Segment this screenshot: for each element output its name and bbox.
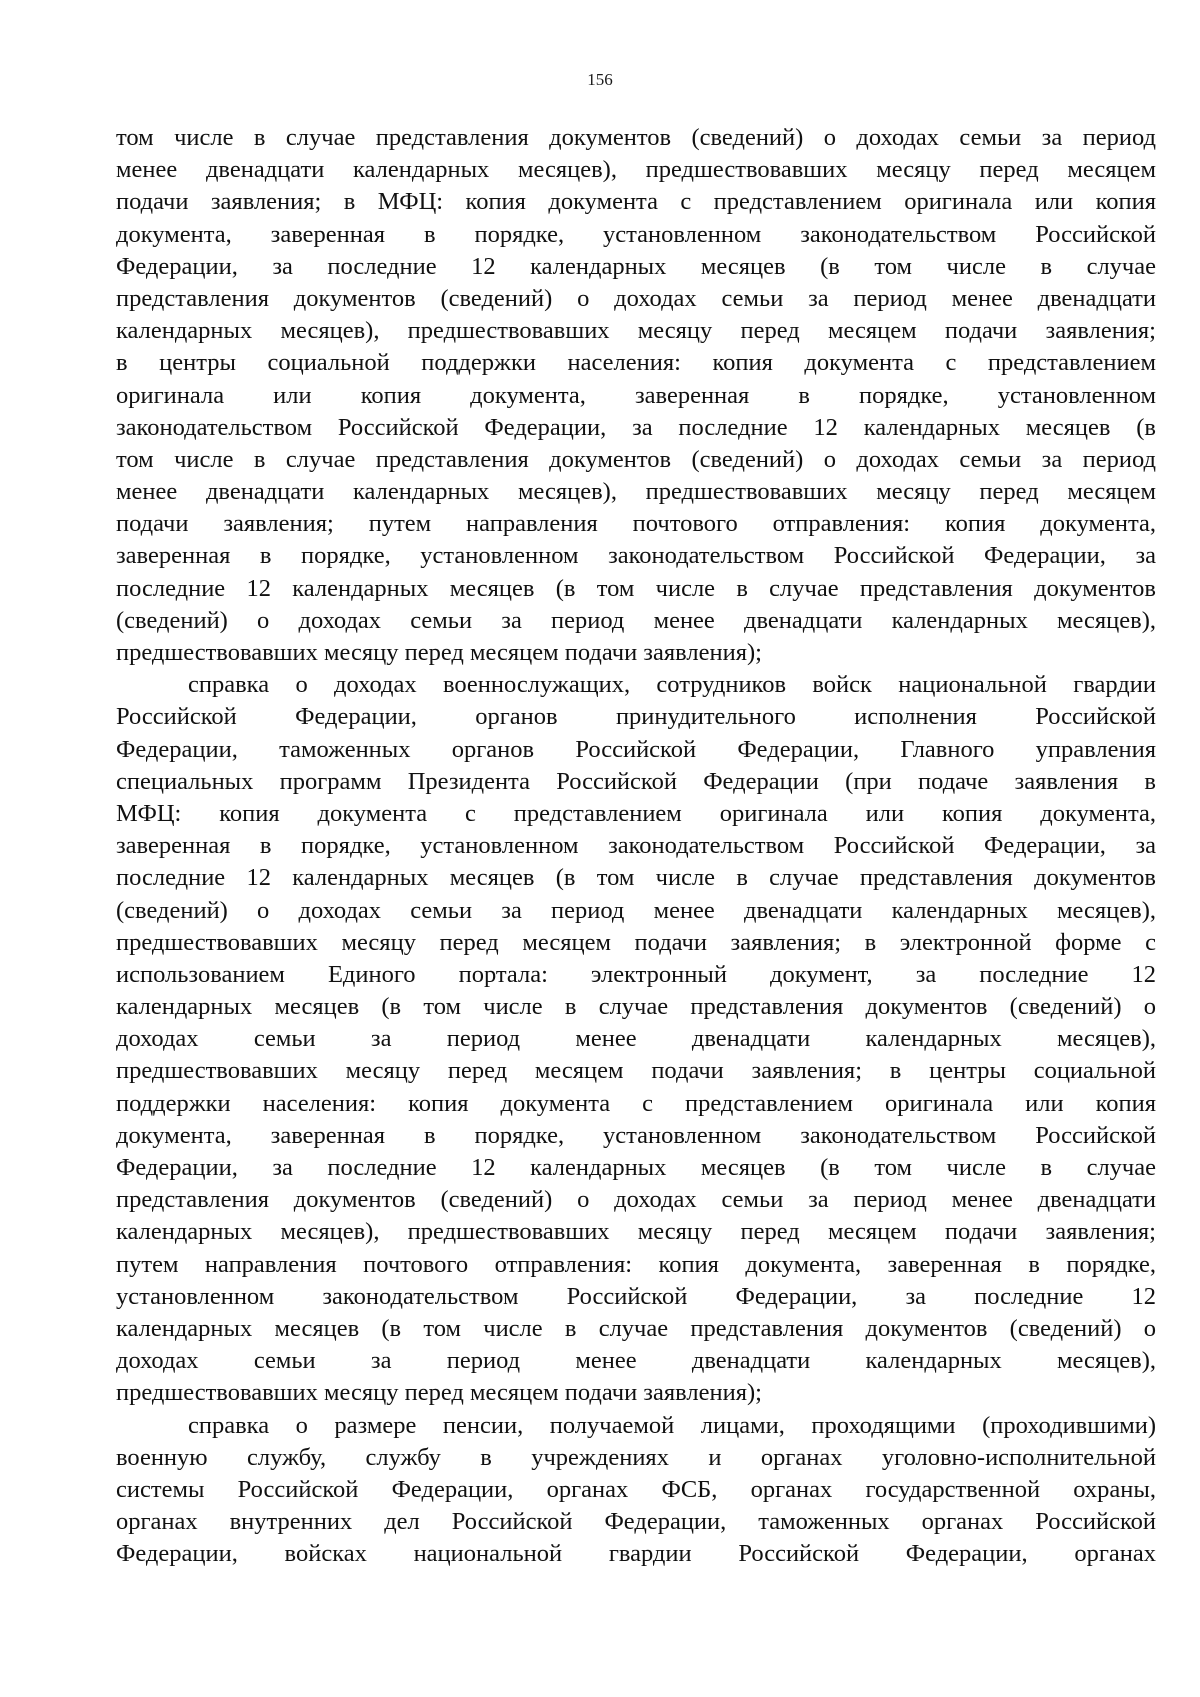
text-line: МФЦ: копия документа с представлением оригинала или копия документа,: [116, 799, 1156, 827]
text-line: Федерации, за последние 12 календарных месяцев (в том числе в случае: [116, 252, 1156, 280]
text-line: законодательством Российской Федерации, за последние 12 календарных месяцев (в: [116, 413, 1156, 441]
text-line: календарных месяцев), предшествовавших месяцу перед месяцем подачи заявления;: [116, 317, 1156, 345]
text-line: документа, заверенная в порядке, установленном законодательством Российской: [116, 1121, 1156, 1149]
text-line: доходах семьи за период менее двенадцати календарных месяцев),: [116, 1025, 1156, 1053]
text-line: календарных месяцев), предшествовавших месяцу перед месяцем подачи заявления;: [116, 1218, 1156, 1246]
text-line: справка о доходах военнослужащих, сотрудников войск национальной гвардии: [188, 671, 1156, 699]
text-line: органах внутренних дел Российской Федерации, таможенных органах Российской: [116, 1508, 1156, 1536]
text-line: документа, заверенная в порядке, установленном законодательством Российской: [116, 220, 1156, 248]
text-line: предшествовавших месяцу перед месяцем подачи заявления; в центры социальной: [116, 1057, 1156, 1085]
text-line: последние 12 календарных месяцев (в том числе в случае представления документов: [116, 864, 1156, 892]
text-line: (сведений) о доходах семьи за период менее двенадцати календарных месяцев),: [116, 896, 1156, 924]
text-line: предшествовавших месяцу перед месяцем подачи заявления);: [116, 1379, 762, 1407]
paragraph: [116, 1410, 1156, 1571]
text-line: справка о размере пенсии, получаемой лицами, проходящими (проходившими): [188, 1411, 1156, 1439]
text-line: менее двенадцати календарных месяцев), предшествовавших месяцу перед месяцем: [116, 478, 1156, 506]
text-line: подачи заявления; путем направления почтового отправления: копия документа,: [116, 510, 1156, 538]
text-line: военную службу, службу в учреждениях и органах уголовно-исполнительной: [116, 1443, 1156, 1471]
text-line: представления документов (сведений) о доходах семьи за период менее двенадцати: [116, 1186, 1156, 1214]
paragraph: [116, 122, 1156, 669]
text-line: путем направления почтового отправления: копия документа, заверенная в порядке,: [116, 1250, 1156, 1278]
text-line: поддержки населения: копия документа с представлением оригинала или копия: [116, 1089, 1156, 1117]
text-line: представления документов (сведений) о доходах семьи за период менее двенадцати: [116, 284, 1156, 312]
text-line: оригинала или копия документа, заверенная в порядке, установленном: [116, 381, 1156, 409]
text-line: менее двенадцати календарных месяцев), предшествовавших месяцу перед месяцем: [116, 156, 1156, 184]
text-line: в центры социальной поддержки населения: копия документа с представлением: [116, 349, 1156, 377]
text-line: использованием Единого портала: электронный документ, за последние 12: [116, 960, 1156, 988]
text-line: Российской Федерации, органов принудительного исполнения Российской: [116, 703, 1156, 731]
text-line: Федерации, таможенных органов Российской Федерации, Главного управления: [116, 735, 1156, 763]
text-line: заверенная в порядке, установленном законодательством Российской Федерации, за: [116, 542, 1156, 570]
text-line: том числе в случае представления документов (сведений) о доходах семьи за период: [116, 124, 1156, 151]
text-line: системы Российской Федерации, органах ФСБ, органах государственной охраны,: [116, 1475, 1156, 1503]
text-line: Федерации, войсках национальной гвардии Российской Федерации, органах: [116, 1540, 1156, 1568]
page-number: 156: [587, 70, 613, 89]
text-line: предшествовавших месяцу перед месяцем подачи заявления; в электронной форме с: [116, 928, 1156, 956]
paragraph: [116, 669, 1156, 1409]
text-line: календарных месяцев (в том числе в случае представления документов (сведений) о: [116, 993, 1156, 1021]
text-line: заверенная в порядке, установленном законодательством Российской Федерации, за: [116, 832, 1156, 860]
document-body: [116, 122, 1156, 1570]
text-line: Федерации, за последние 12 календарных месяцев (в том числе в случае: [116, 1154, 1156, 1181]
text-line: (сведений) о доходах семьи за период менее двенадцати календарных месяцев),: [116, 606, 1156, 634]
text-line: установленном законодательством Российской Федерации, за последние 12: [116, 1282, 1156, 1310]
text-line: специальных программ Президента Российской Федерации (при подаче заявления в: [116, 767, 1156, 795]
text-line: календарных месяцев (в том числе в случае представления документов (сведений) о: [116, 1314, 1156, 1342]
text-line: доходах семьи за период менее двенадцати календарных месяцев),: [116, 1347, 1156, 1375]
text-line: подачи заявления; в МФЦ: копия документа с представлением оригинала или копия: [116, 188, 1156, 216]
text-line: последние 12 календарных месяцев (в том числе в случае представления документов: [116, 574, 1156, 602]
text-line: предшествовавших месяцу перед месяцем подачи заявления);: [116, 639, 762, 666]
text-line: том числе в случае представления документов (сведений) о доходах семьи за период: [116, 445, 1156, 473]
